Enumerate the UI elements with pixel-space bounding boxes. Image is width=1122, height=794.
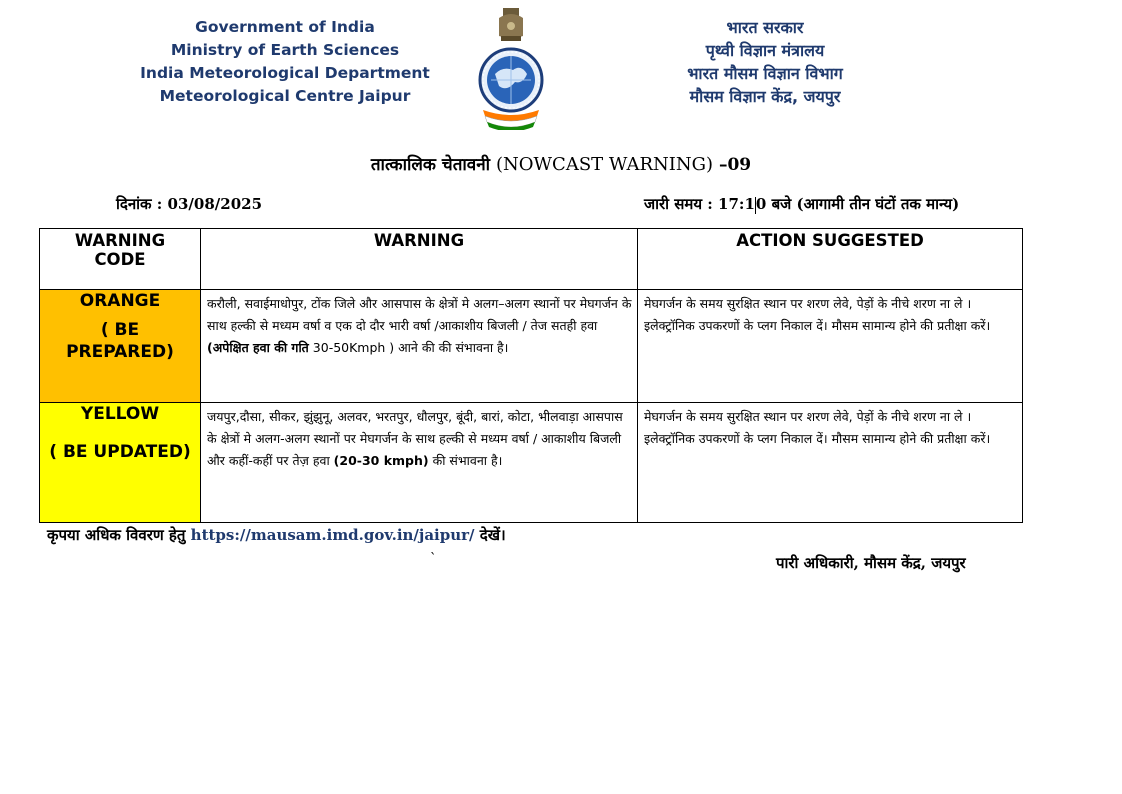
- details-note: [47, 525, 506, 545]
- header-hindi-line: भारत सरकार: [726, 18, 804, 37]
- warning-table: [39, 228, 1023, 523]
- action-text-cell: [638, 290, 1023, 403]
- warning-text-main: जयपुर,दौसा, सीकर, झुंझुनू, अलवर, भरतपुर, धौलपुर, बूंदी, बारां, कोटा, भीलवाड़ा आसपास के क्षेत्रों मे अलग-अलग स्थानों पर मेघगर्जन के साथ हल्की से मध्यम वर्षा / आकाशीय बिजली और कहीं-कहीं पर तेज़ हवा: [207, 409, 623, 468]
- header-hindi: [645, 16, 885, 108]
- header-action-suggested: ACTION SUGGESTED: [638, 229, 1023, 290]
- warning-text: [201, 290, 637, 359]
- issue-time: [644, 194, 959, 214]
- warning-text-bold: (अपेक्षित हवा की गति: [207, 340, 309, 355]
- header-warning-code: WARNING CODE: [40, 229, 201, 290]
- header-hindi-line: भारत मौसम विज्ञान विभाग: [687, 64, 843, 83]
- code-label: YELLOW: [80, 404, 160, 424]
- table-header-row: [40, 229, 1023, 290]
- page-title: [0, 152, 1122, 175]
- header-english-line: Government of India: [195, 18, 375, 36]
- stray-mark: `: [430, 552, 437, 567]
- warning-text-end: 30-50Kmph ) आने की की संभावना है।: [308, 340, 509, 355]
- title-hindi: तात्कालिक चेतावनी: [370, 155, 491, 175]
- imd-emblem-icon: [473, 8, 549, 130]
- warning-text-end: की संभावना है।: [428, 453, 503, 468]
- header-english-line: Meteorological Centre Jaipur: [159, 87, 411, 105]
- action-text: मेघगर्जन के समय सुरक्षित स्थान पर शरण लेवे, पेड़ों के नीचे शरण ना ले । इलेक्ट्रॉनिक उपकरणों के प्लग निकाल दें। मौसम सामान्य होने की प्रतीक्षा करें।: [644, 296, 991, 333]
- action-text-cell: [638, 403, 1023, 523]
- code-label: ORANGE: [79, 291, 161, 311]
- table-row: [40, 403, 1023, 523]
- header-english: [140, 16, 430, 108]
- warning-text-cell: [201, 290, 638, 403]
- warning-text-bold: (20-30 kmph): [333, 453, 429, 468]
- details-note-suffix: देखें।: [474, 526, 506, 544]
- table-row: [40, 290, 1023, 403]
- warning-text: [201, 403, 637, 472]
- issue-time-part: 0 बजे (आगामी तीन घंटों तक मान्य): [755, 195, 960, 213]
- header-hindi-line: पृथ्वी विज्ञान मंत्रालय: [705, 41, 825, 60]
- duty-officer-signature: पारी अधिकारी, मौसम केंद्र, जयपुर: [776, 554, 966, 572]
- header-english-line: Ministry of Earth Sciences: [170, 41, 400, 59]
- code-sub-label: ( BE PREPARED): [66, 320, 174, 362]
- issue-date: दिनांक : 03/08/2025: [116, 195, 263, 213]
- title-number: –09: [718, 155, 752, 175]
- code-sub-label: ( BE UPDATED): [49, 442, 191, 462]
- warning-code-orange: [40, 290, 201, 403]
- header-hindi-line: मौसम विज्ञान केंद्र, जयपुर: [689, 87, 841, 106]
- warning-text-main: करौली, सवाईमाधोपुर, टोंक जिले और आसपास के क्षेत्रों मे अलग–अलग स्थानों पर मेघगर्जन के साथ हल्की से मध्यम वर्षा व एक दो दौर भारी वर्षा /आकाशीय बिजली / तेज सतही हवा: [207, 296, 632, 333]
- title-english: (NOWCAST WARNING): [496, 154, 714, 175]
- action-text: मेघगर्जन के समय सुरक्षित स्थान पर शरण लेवे, पेड़ों के नीचे शरण ना ले । इलेक्ट्रॉनिक उपकरणों के प्लग निकाल दें। मौसम सामान्य होने की प्रतीक्षा करें।: [644, 409, 991, 446]
- warning-code-yellow: [40, 403, 201, 523]
- details-link[interactable]: https://mausam.imd.gov.in/jaipur/: [190, 526, 475, 544]
- header-warning: WARNING: [201, 229, 638, 290]
- warning-text-cell: [201, 403, 638, 523]
- details-note-prefix: कृपया अधिक विवरण हेतु: [47, 526, 191, 544]
- header-english-line: India Meteorological Department: [140, 64, 430, 82]
- issue-time-part: जारी समय : 17:1: [644, 195, 755, 213]
